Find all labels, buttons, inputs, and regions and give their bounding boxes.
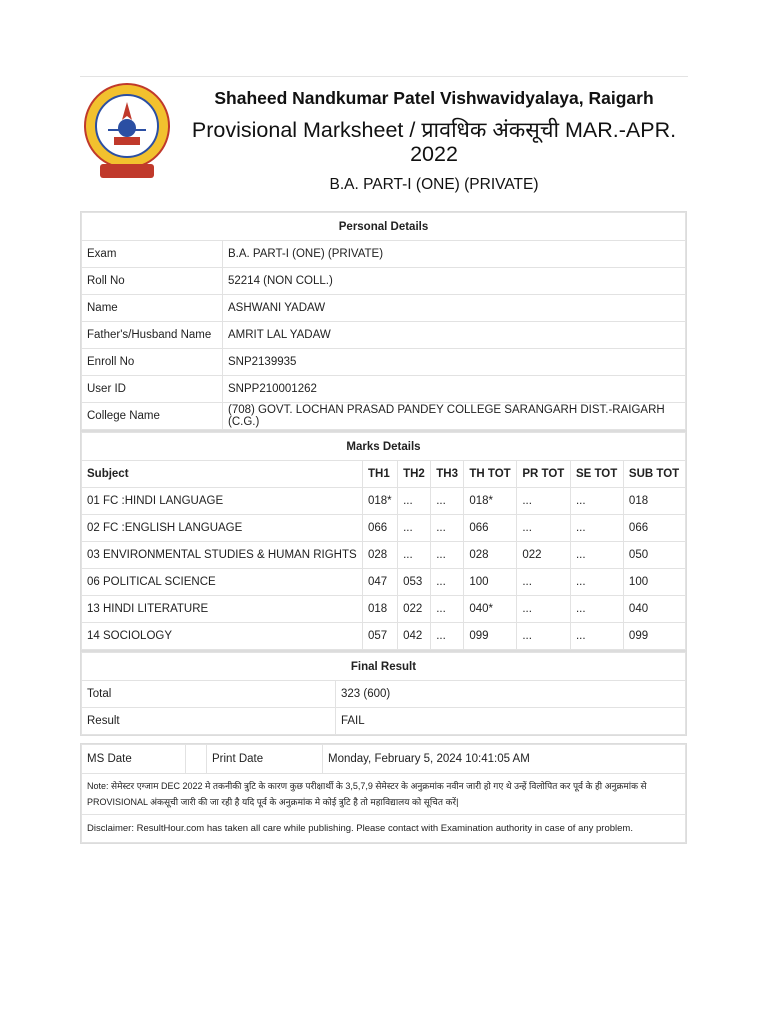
- mark-cell: 066: [464, 515, 517, 542]
- final-result-table: [81, 652, 686, 735]
- mark-cell: 018*: [363, 488, 398, 515]
- print-date-value: Monday, February 5, 2024 10:41:05 AM: [323, 745, 686, 774]
- column-header: Subject: [82, 461, 363, 488]
- mark-cell: ...: [398, 488, 431, 515]
- mark-cell: 066: [363, 515, 398, 542]
- mark-cell: 018: [363, 596, 398, 623]
- table-row: [82, 569, 686, 596]
- mark-cell: 022: [517, 542, 571, 569]
- disclaimer-text: Disclaimer: ResultHour.com has taken all care while publishing. Please contact with Examination authority in case of any problem.: [82, 815, 686, 843]
- total-label: Total: [82, 681, 336, 708]
- table-row: [82, 681, 686, 708]
- personal-details-card: [80, 211, 687, 431]
- total-value: 323 (600): [336, 681, 686, 708]
- mark-cell: ...: [398, 515, 431, 542]
- detail-label: Enroll No: [82, 349, 223, 376]
- table-row: [82, 268, 686, 295]
- mark-cell: 040*: [464, 596, 517, 623]
- column-header: PR TOT: [517, 461, 571, 488]
- mark-cell: ...: [398, 542, 431, 569]
- detail-value: ASHWANI YADAW: [223, 295, 686, 322]
- table-row: [82, 349, 686, 376]
- detail-label: Father's/Husband Name: [82, 322, 223, 349]
- mark-cell: 047: [363, 569, 398, 596]
- mark-cell: 057: [363, 623, 398, 650]
- footer-table: [81, 744, 686, 843]
- column-header: SE TOT: [570, 461, 623, 488]
- mark-cell: 053: [398, 569, 431, 596]
- mark-cell: ...: [517, 596, 571, 623]
- marks-table: [81, 432, 686, 650]
- column-header: TH TOT: [464, 461, 517, 488]
- table-row: [82, 241, 686, 268]
- mark-cell: 028: [464, 542, 517, 569]
- mark-cell: ...: [431, 569, 464, 596]
- column-header: TH3: [431, 461, 464, 488]
- marksheet-header: [80, 78, 688, 210]
- table-row: [82, 515, 686, 542]
- mark-cell: 042: [398, 623, 431, 650]
- section-heading-personal: Personal Details: [82, 213, 686, 241]
- marks-header-row: [82, 461, 686, 488]
- subject-cell: 02 FC :ENGLISH LANGUAGE: [82, 515, 363, 542]
- subject-cell: 13 HINDI LITERATURE: [82, 596, 363, 623]
- university-name: Shaheed Nandkumar Patel Vishwavidyalaya, Raigarh: [214, 88, 654, 108]
- mark-cell: ...: [570, 515, 623, 542]
- detail-value: SNPP210001262: [223, 376, 686, 403]
- ms-date-value: [186, 745, 207, 774]
- detail-value: SNP2139935: [223, 349, 686, 376]
- final-result-card: [80, 651, 687, 736]
- mark-cell: 099: [623, 623, 685, 650]
- ms-date-label: MS Date: [82, 745, 186, 774]
- detail-label: College Name: [82, 403, 223, 430]
- footer-card: [80, 743, 687, 844]
- table-row: [82, 708, 686, 735]
- mark-cell: ...: [517, 488, 571, 515]
- detail-label: Exam: [82, 241, 223, 268]
- table-row: [82, 295, 686, 322]
- table-row: [82, 322, 686, 349]
- detail-value: B.A. PART-I (ONE) (PRIVATE): [223, 241, 686, 268]
- subject-cell: 01 FC :HINDI LANGUAGE: [82, 488, 363, 515]
- mark-cell: 040: [623, 596, 685, 623]
- table-row: [82, 376, 686, 403]
- mark-cell: ...: [570, 488, 623, 515]
- section-heading-final: Final Result: [82, 653, 686, 681]
- mark-cell: 100: [464, 569, 517, 596]
- mark-cell: ...: [431, 488, 464, 515]
- table-row: [82, 623, 686, 650]
- detail-label: User ID: [82, 376, 223, 403]
- column-header: TH2: [398, 461, 431, 488]
- note-text: Note: सेमेस्टर एग्जाम DEC 2022 मे तकनीकी त्रुटि के कारण कुछ परीक्षार्थी के 3,5,7,9 सेमेस्टर के अनुक्रमांक नवीन जारी हो गए थे उन्हें विलोपित कर पूर्व के ही अनुक्रमांक से PROVISIONAL अंकसूची जारी की जा रही है यदि पूर्व के अनुक्रमांक मे कोई त्रुटि है तो महाविद्यालय को सूचित करें|: [82, 774, 686, 815]
- exam-subtitle: B.A. PART-I (ONE) (PRIVATE): [329, 176, 539, 193]
- mark-cell: ...: [431, 542, 464, 569]
- mark-cell: 050: [623, 542, 685, 569]
- mark-cell: ...: [570, 569, 623, 596]
- mark-cell: 022: [398, 596, 431, 623]
- marks-details-card: [80, 431, 687, 651]
- table-row: [82, 542, 686, 569]
- mark-cell: ...: [431, 596, 464, 623]
- detail-value: AMRIT LAL YADAW: [223, 322, 686, 349]
- detail-value: 52214 (NON COLL.): [223, 268, 686, 295]
- detail-label: Name: [82, 295, 223, 322]
- mark-cell: 099: [464, 623, 517, 650]
- mark-cell: 066: [623, 515, 685, 542]
- mark-cell: 018*: [464, 488, 517, 515]
- section-heading-marks: Marks Details: [82, 433, 686, 461]
- column-header: TH1: [363, 461, 398, 488]
- mark-cell: ...: [517, 569, 571, 596]
- detail-label: Roll No: [82, 268, 223, 295]
- page-title: Provisional Marksheet / प्रावधिक अंकसूची MAR.-APR. 2022: [191, 118, 677, 166]
- result-label: Result: [82, 708, 336, 735]
- column-header: SUB TOT: [623, 461, 685, 488]
- mark-cell: 100: [623, 569, 685, 596]
- detail-value: (708) GOVT. LOCHAN PRASAD PANDEY COLLEGE SARANGARH DIST.-RAIGARH (C.G.): [223, 403, 686, 430]
- result-value: FAIL: [336, 708, 686, 735]
- table-row: [82, 488, 686, 515]
- mark-cell: ...: [517, 623, 571, 650]
- mark-cell: ...: [517, 515, 571, 542]
- mark-cell: ...: [570, 596, 623, 623]
- personal-details-table: [81, 212, 686, 430]
- subject-cell: 03 ENVIRONMENTAL STUDIES & HUMAN RIGHTS: [82, 542, 363, 569]
- table-row: [82, 596, 686, 623]
- print-date-label: Print Date: [207, 745, 323, 774]
- mark-cell: ...: [431, 515, 464, 542]
- mark-cell: ...: [570, 623, 623, 650]
- subject-cell: 06 POLITICAL SCIENCE: [82, 569, 363, 596]
- university-logo: [82, 80, 172, 180]
- dates-row: [82, 745, 686, 774]
- mark-cell: 028: [363, 542, 398, 569]
- top-divider: [80, 76, 688, 77]
- table-row: [82, 403, 686, 430]
- mark-cell: ...: [570, 542, 623, 569]
- subject-cell: 14 SOCIOLOGY: [82, 623, 363, 650]
- mark-cell: ...: [431, 623, 464, 650]
- mark-cell: 018: [623, 488, 685, 515]
